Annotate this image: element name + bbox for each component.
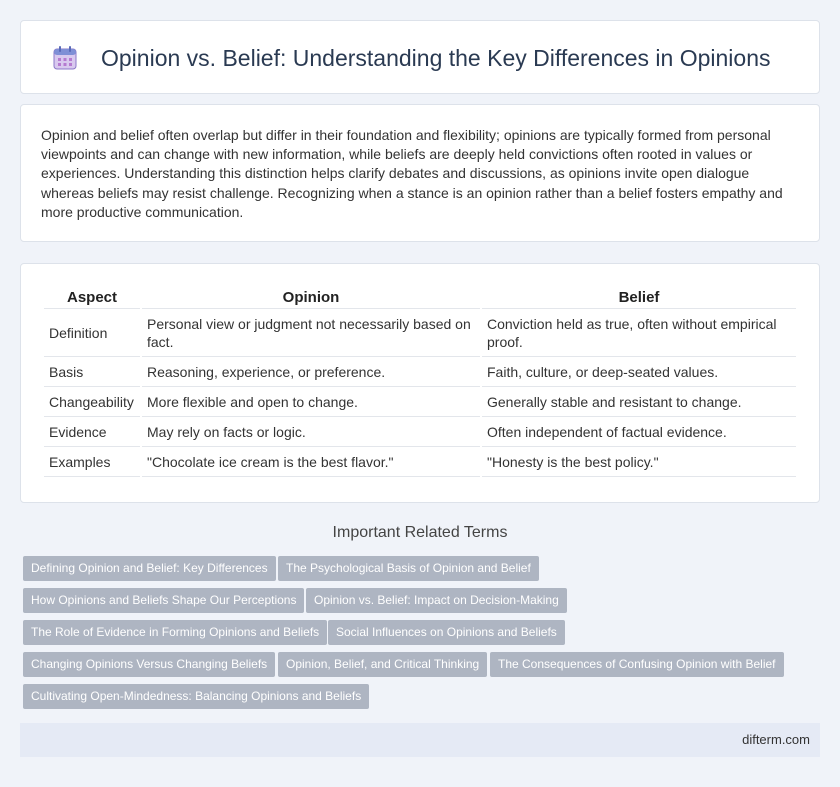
comparison-table <box>42 284 798 477</box>
footer-site-link[interactable]: difterm.com <box>742 732 810 747</box>
header-belief: Belief <box>482 284 796 309</box>
intro-paragraph: Opinion and belief often overlap but differ in their foundation and flexibility; opinions are typically formed from personal viewpoints and can change with new information, while beliefs are deeply held convictions often rooted in values or experiences. Understanding this distinction helps clarify debates and discussions, as opinions invite open dialogue whereas beliefs may resist challenge. Recognizing when a stance is an opinion rather than a belief fosters empathy and more productive communication. <box>41 127 783 220</box>
belief-cell: Conviction held as true, often without empirical proof. <box>482 309 796 357</box>
belief-cell: "Honesty is the best policy." <box>482 447 796 477</box>
related-term-link[interactable]: The Role of Evidence in Forming Opinions and Beliefs <box>23 620 327 645</box>
aspect-cell: Definition <box>44 309 140 357</box>
table-row <box>44 309 796 357</box>
table-row <box>44 357 796 387</box>
belief-cell: Generally stable and resistant to change. <box>482 387 796 417</box>
opinion-cell: May rely on facts or logic. <box>142 417 480 447</box>
header-aspect: Aspect <box>44 284 140 309</box>
table-header-row <box>44 284 796 309</box>
related-term-link[interactable]: Cultivating Open-Mindedness: Balancing Opinions and Beliefs <box>23 684 369 709</box>
related-term-link[interactable]: The Consequences of Confusing Opinion with Belief <box>490 652 784 677</box>
aspect-cell: Changeability <box>44 387 140 417</box>
opinion-cell: "Chocolate ice cream is the best flavor." <box>142 447 480 477</box>
page-title: Opinion vs. Belief: Understanding the Key Differences in Opinions <box>101 45 771 71</box>
title-card <box>20 20 820 94</box>
opinion-cell: Reasoning, experience, or preference. <box>142 357 480 387</box>
aspect-cell: Evidence <box>44 417 140 447</box>
footer <box>20 723 820 757</box>
related-term-link[interactable]: Defining Opinion and Belief: Key Differences <box>23 556 276 581</box>
related-term-link[interactable]: Opinion vs. Belief: Impact on Decision-Making <box>306 588 567 613</box>
opinion-cell: Personal view or judgment not necessarily based on fact. <box>142 309 480 357</box>
table-row <box>44 417 796 447</box>
related-term-link[interactable]: Opinion, Belief, and Critical Thinking <box>278 652 487 677</box>
opinion-cell: More flexible and open to change. <box>142 387 480 417</box>
related-terms-heading: Important Related Terms <box>332 524 508 541</box>
related-term-link[interactable]: Changing Opinions Versus Changing Beliefs <box>23 652 275 677</box>
header-opinion: Opinion <box>142 284 480 309</box>
table-row <box>44 447 796 477</box>
intro-card <box>20 104 820 242</box>
table-row <box>44 387 796 417</box>
related-term-link[interactable]: How Opinions and Beliefs Shape Our Perceptions <box>23 588 304 613</box>
calendar-icon <box>52 45 78 71</box>
aspect-cell: Examples <box>44 447 140 477</box>
related-term-link[interactable]: Social Influences on Opinions and Beliefs <box>328 620 565 645</box>
related-term-link[interactable]: The Psychological Basis of Opinion and Belief <box>278 556 539 581</box>
belief-cell: Faith, culture, or deep-seated values. <box>482 357 796 387</box>
aspect-cell: Basis <box>44 357 140 387</box>
comparison-table-card <box>20 263 820 503</box>
belief-cell: Often independent of factual evidence. <box>482 417 796 447</box>
